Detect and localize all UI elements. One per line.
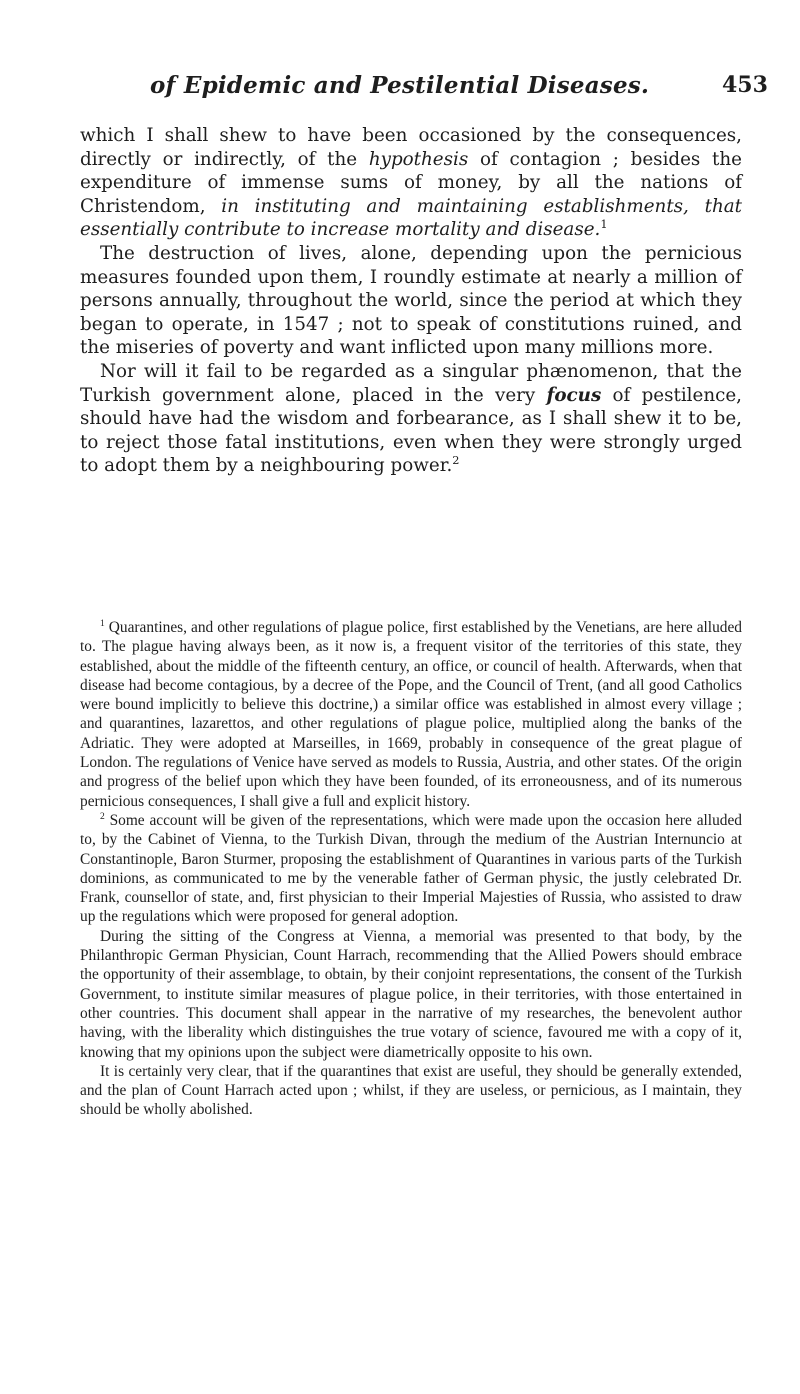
footnote-2-text: Some account will be given of the representations, which were made upon the occasion here alluded to, by the Cabinet of Vienna, to the Turkish Divan, through the medium of the Austrian Internuncio at Constantinople, Baron Sturmer, proposing the establishment of Quarantines in various parts of the Turkish dominions, as communicated to me by the venerable father of German physic, the justly celebrated Dr. Frank, counsellor of state, and, first physician to their Imperial Majesties of Russia, who assisted to draw up the regulations which were proposed for general adoption.	[80, 811, 742, 926]
italic-hypothesis: hypothesis	[368, 148, 469, 170]
paragraph-1	[80, 124, 742, 242]
paragraph-3-text-a: Nor will it fail to be regarded as a singular phænomenon, that the Turkish government alone, placed in the very	[80, 360, 742, 406]
footnote-2	[80, 811, 742, 927]
main-text	[80, 124, 742, 478]
footnote-ref-2: 2	[452, 453, 460, 468]
italic-focus: focus	[546, 384, 602, 406]
paragraph-1-text-b: of contagion ; besides the expenditure of immense sums of money, by all the nations of Christendom,	[80, 148, 742, 217]
footnote-2-paragraph-3: It is certainly very clear, that if the quarantines that exist are useful, they should be generally extended, and the plan of Count Harrach acted upon ; whilst, if they are useless, or pernicious, as I maintain, they should be wholly abolished.	[80, 1062, 742, 1119]
footnote-1-text: Quarantines, and other regulations of plague police, first established by the Venetians, are here alluded to. The plague having always been, as it now is, a frequent visitor of the territories of this state, they established, about the middle of the fifteenth century, an office, or council of health. Afterwards, when that disease had become contagious, by a decree of the Pope, and the Council of Trent, (and all good Catholics were bound implicitly to believe this doctrine,) a similar office was established in almost every village ; and quarantines, lazarettos, and other regulations of plague police, multiplied along the banks of the Adriatic. They were adopted at Marseilles, in 1669, probably in consequence of the great plague of London. The regulations of Venice have served as models to Russia, Austria, and other states. Of the origin and progress of the belief upon which they have been founded, of its erroneousness, and of its numerous pernicious consequences, I shall give a full and explicit history.	[80, 619, 742, 810]
italic-establishments-clause: in instituting and maintaining establishments, that essentially contribute to increase mortality and disease.	[80, 195, 742, 241]
footnote-2-paragraph-2: During the sitting of the Congress at Vienna, a memorial was presented to that body, by the Philanthropic German Physician, Count Harrach, recommending that the Allied Powers should embrace the opportunity of their assemblage, to obtain, by their conjoint representations, the consent of the Turkish Government, to institute similar measures of plague police, in their territories, with those entertained in other countries. This document shall appear in the narrative of my researches, the benevolent author having, with the liberality which distinguishes the true votary of science, favoured me with a copy of it, knowing that my opinions upon the subject were diametrically opposite to his own.	[80, 927, 742, 1061]
page-number: 453	[722, 72, 768, 98]
footnotes	[80, 618, 742, 1120]
paragraph-3-text-b: of pestilence, should have had the wisdom and forbearance, as I shall shew it to be, to reject those fatal institutions, even when they were strongly urged to adopt them by a neighbouring power.	[80, 384, 742, 477]
footnote-1	[80, 618, 742, 811]
paragraph-3	[80, 360, 742, 478]
footnote-2-mark: 2	[100, 810, 105, 822]
page-header	[0, 72, 800, 108]
running-title: of Epidemic and Pestilential Diseases.	[150, 72, 650, 99]
footnote-ref-1: 1	[600, 217, 608, 232]
paragraph-1-text-a: which I shall shew to have been occasioned by the consequences, directly or indirectly, of the	[80, 125, 742, 170]
paragraph-2: The destruction of lives, alone, depending upon the pernicious measures founded upon them, I roundly estimate at nearly a million of persons annually, throughout the world, since the period at which they began to operate, in 1547 ; not to speak of constitutions ruined, and the miseries of poverty and want inflicted upon many millions more.	[80, 242, 742, 359]
footnote-1-mark: 1	[100, 617, 105, 629]
